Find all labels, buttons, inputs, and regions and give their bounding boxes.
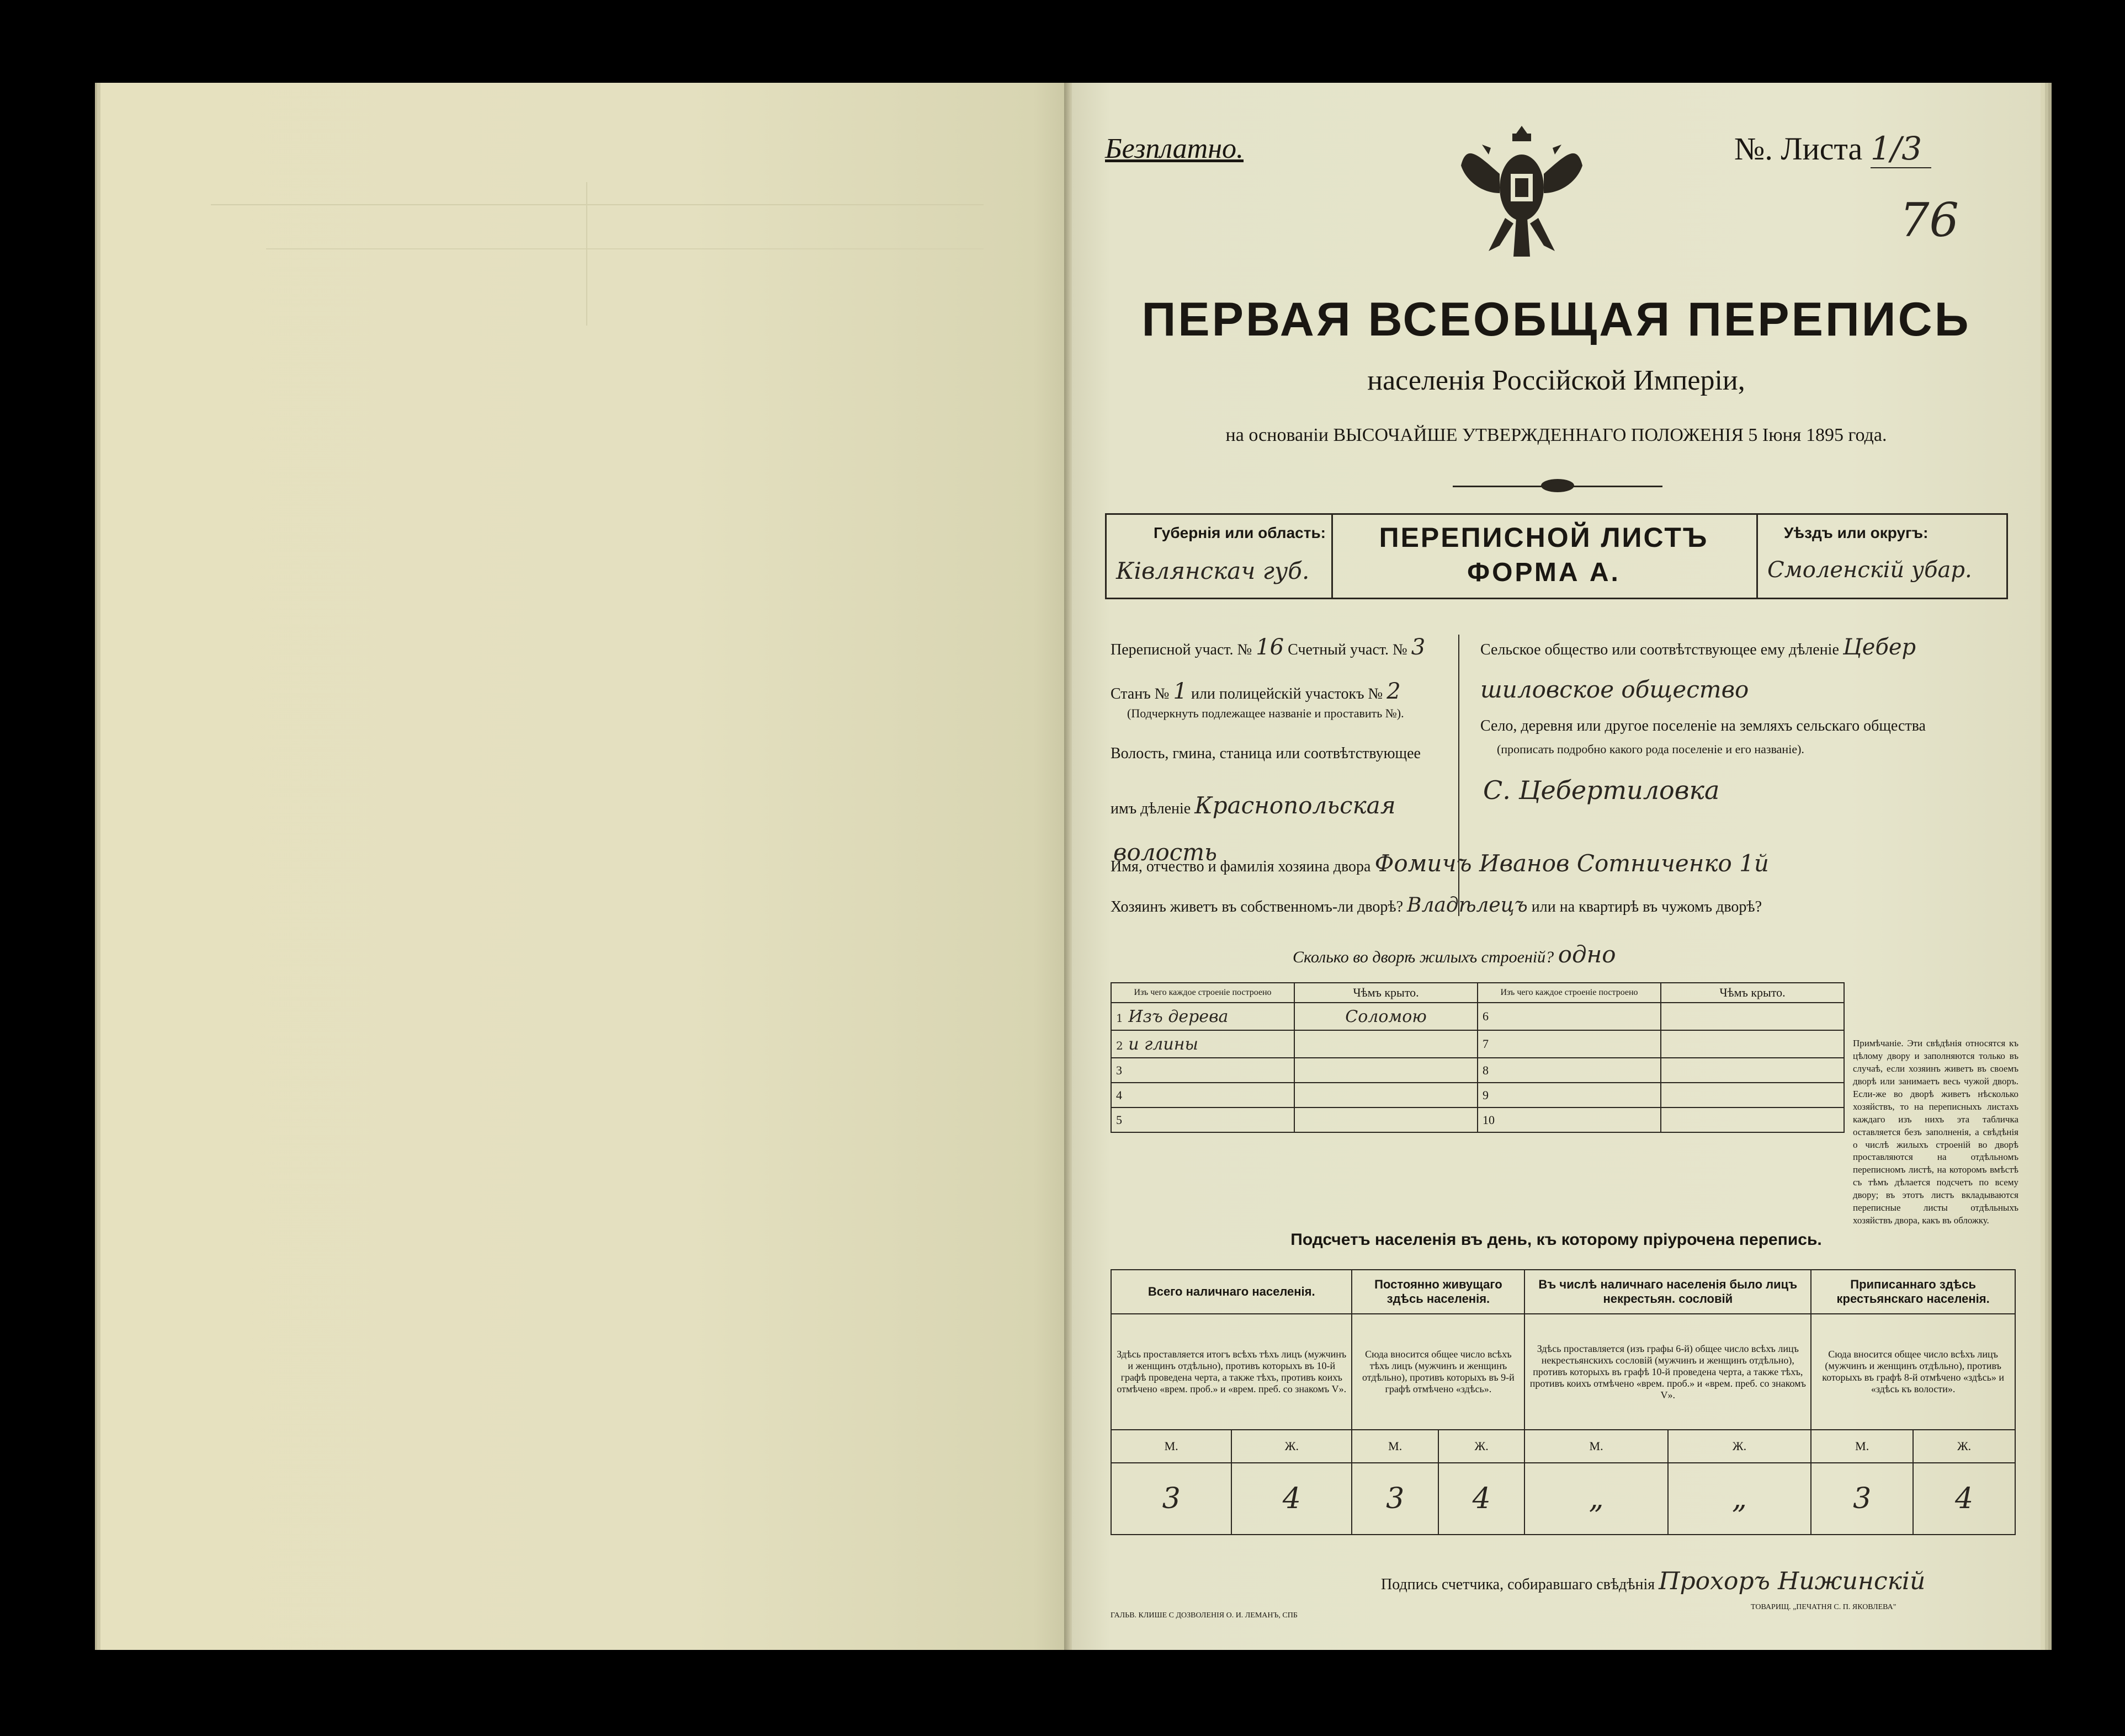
bt-col3: Изъ чего каждое строеніе построено	[1478, 983, 1661, 1003]
bt-col1: Изъ чего каждое строеніе построено	[1111, 983, 1294, 1003]
society-value-2: шиловское общество	[1480, 676, 1749, 703]
count-section-value: 3	[1411, 635, 1426, 660]
ct-val-3: 3	[1352, 1463, 1438, 1535]
owner-value: Фомичъ Иванов Сотниченко 1й	[1374, 850, 1769, 877]
ct-val-6: „	[1668, 1463, 1811, 1535]
owner-label: Имя, отчество и фамилія хозяина двора	[1111, 858, 1371, 875]
guberniya-label: Губернія или область:	[1153, 524, 1326, 541]
bt-material-1: Изъ дерева	[1128, 1007, 1229, 1026]
ct-val-7: 3	[1811, 1463, 1913, 1535]
ct-header-2: Постоянно живущаго здѣсь населенія.	[1352, 1270, 1524, 1314]
bt-col4: Чѣмъ крыто.	[1661, 983, 1844, 1003]
police-value: 2	[1386, 679, 1401, 704]
village-note: (прописать подробно какого рода поселеніе и его названіе).	[1497, 742, 1804, 756]
ct-val-4: 4	[1438, 1463, 1524, 1535]
lives-value: Владѣлецъ	[1407, 894, 1528, 917]
left-page	[100, 83, 1072, 1650]
printer-left: ГАЛЬВ. КЛИШЕ С ДОЗВОЛЕНІЯ О. И. ЛЕМАНЪ, СПБ	[1111, 1611, 1298, 1620]
buildings-value: одно	[1558, 941, 1616, 968]
volost-value-2: волость	[1113, 839, 1217, 866]
stan-value: 1	[1173, 679, 1187, 704]
police-label: или полицейскій участокъ №	[1191, 685, 1383, 702]
count-title: Подсчетъ населенія въ день, къ которому пріурочена перепись.	[1290, 1231, 1822, 1249]
census-basis: на основаніи ВЫСОЧАЙШЕ УТВЕРЖДЕННАГО ПОЛОЖЕНІЯ 5 Іюня 1895 года.	[1225, 425, 1887, 445]
buildings-note: Примѣчаніе. Эти свѣдѣнія относятся къ цѣлому двору и заполняются только въ случаѣ, если хозяинъ живетъ въ своемъ дворѣ или занимаетъ весь чужой дворъ. Если-же во дворѣ живетъ нѣсколько хозяйствъ, то на переписныхъ листахъ каждаго изъ нихъ эта табличка оставляется безъ заполненія, а свѣдѣнія о числѣ жилыхъ строеній во дворѣ проставляются на отдѣльномъ переписномъ листѣ, на которомъ вмѣстѣ съ тѣмъ дѣлается подсчетъ по всему двору; въ этотъ листъ вкладываются переписные листы отдѣльныхъ хозяйствъ двора, какъ въ обложку.	[1853, 1038, 2018, 1226]
page-number: 76	[1900, 193, 1959, 247]
ct-desc-3: Здѣсь проставляется (изъ графы 6-й) общее число всѣхъ лицъ некрестьянскихъ сословій (мужчинъ и женщинъ отдѣльно), противъ которыхъ въ графѣ 10-й проведена черта, а также тѣхъ, противъ коихъ отмѣчено «врем. проб.» и «врем. преб. со знакомъ V».	[1524, 1314, 1811, 1430]
volost-label: Волость, гмина, станица или соотвѣтствующее	[1111, 745, 1421, 762]
lives-label: Хозяинъ живетъ въ собственномъ-ли дворѣ?	[1111, 898, 1404, 915]
right-page	[1072, 83, 2041, 1650]
form-letter: ФОРМА А.	[1467, 558, 1621, 587]
uezd-value: Смоленскій убар.	[1767, 557, 1972, 583]
census-subtitle: населенія Россійской Имперіи,	[1367, 365, 1745, 396]
uezd-label: Уѣздъ или округъ:	[1784, 524, 1929, 541]
ct-desc-2: Сюда вносится общее число всѣхъ тѣхъ лицъ (мужчинъ и женщинъ отдѣльно), противъ которыхъ въ 9-й графѣ отмѣчено «здѣсь».	[1352, 1314, 1524, 1430]
sheet-number: 1/3	[1871, 130, 1931, 168]
volost-value: Краснопольская	[1194, 792, 1396, 819]
ct-val-8: 4	[1913, 1463, 2015, 1535]
ct-header-4: Приписаннаго здѣсь крестьянскаго населенія.	[1811, 1270, 2015, 1314]
ct-val-2: 4	[1231, 1463, 1352, 1535]
count-section-label: Счетный участ. №	[1288, 641, 1407, 658]
buildings-label: Сколько во дворѣ жилыхъ строеній?	[1293, 948, 1554, 966]
signature-label: Подпись счетчика, собиравшаго свѣдѣнія	[1381, 1576, 1655, 1593]
ct-val-5: „	[1524, 1463, 1667, 1535]
ct-val-1: 3	[1111, 1463, 1231, 1535]
count-table: Всего наличнаго населенія. Постоянно живущаго здѣсь населенія. Въ числѣ наличнаго населенія было лицъ некрестьян. сословій Приписаннаго здѣсь крестьянскаго населенія. Здѣсь проставляется итогъ всѣхъ тѣхъ лицъ (мужчинъ и женщинъ отдѣльно), противъ которыхъ въ 10-й графѣ проведена черта, а также тѣхъ, противъ коихъ отмѣчено «врем. проб.» и «врем. преб. со знакомъ V». Сюда вносится общее число всѣхъ тѣхъ лицъ (мужчинъ и женщинъ отдѣльно), противъ которыхъ въ 9-й графѣ отмѣчено «здѣсь». Здѣсь проставляется (изъ графы 6-й) общее число всѣхъ лицъ некрестьянскихъ сословій (мужчинъ и женщинъ отдѣльно), противъ которыхъ въ графѣ 10-й проведена черта, а также тѣхъ, противъ коихъ отмѣчено «врем. проб.» и «врем. преб. со знакомъ V». Сюда вносится общее число всѣхъ лицъ (мужчинъ и женщинъ отдѣльно), противъ которыхъ въ графѣ 8-й отмѣчено «здѣсь» и «здѣсь къ волости». М. Ж. М. Ж. М. Ж. М. Ж. 3 4 3 4 „ „ 3 4	[1111, 1269, 2016, 1535]
census-title: ПЕРВАЯ ВСЕОБЩАЯ ПЕРЕПИСЬ	[1141, 293, 1971, 346]
volost-label-2: имъ дѣленіе	[1111, 800, 1191, 817]
form-title: ПЕРЕПИСНОЙ ЛИСТЪ	[1379, 522, 1709, 553]
underline-note: (Подчеркнуть подлежащее названіе и проставить №).	[1127, 706, 1404, 720]
bt-material-2: и глины	[1128, 1034, 1198, 1054]
ct-header-1: Всего наличнаго населенія.	[1111, 1270, 1352, 1314]
signature-value: Прохоръ Нижинскій	[1659, 1567, 1926, 1595]
guberniya-value: Ківлянскач губ.	[1116, 557, 1310, 584]
ct-header-3: Въ числѣ наличнаго населенія было лицъ некрестьян. сословій	[1524, 1270, 1811, 1314]
census-section-value: 16	[1256, 635, 1284, 660]
imperial-eagle-icon	[1455, 121, 1588, 270]
society-value: Цебер	[1842, 635, 1916, 660]
society-label: Сельское общество или соотвѣтствующее ему дѣленіе	[1480, 641, 1839, 658]
buildings-table: Изъ чего каждое строеніе построено Чѣмъ крыто. Изъ чего каждое строеніе построено Чѣмъ крыто. 1 Изъ дерева Соломою 6 2 и глины 7 3 8 4 9 5 10	[1111, 982, 1845, 1133]
free-label: Безплатно.	[1105, 133, 1244, 164]
lives-label-2: или на квартирѣ въ чужомъ дворѣ?	[1531, 898, 1762, 915]
ornament-center	[1541, 479, 1574, 492]
village-label: Село, деревня или другое поселеніе на земляхъ сельскаго общества	[1480, 717, 1926, 734]
bt-roof-1: Соломою	[1294, 1003, 1478, 1030]
census-section-label: Переписной участ. №	[1111, 641, 1252, 658]
ct-desc-1: Здѣсь проставляется итогъ всѣхъ тѣхъ лицъ (мужчинъ и женщинъ отдѣльно), противъ которыхъ въ 10-й графѣ проведена черта, а также тѣхъ, противъ коихъ отмѣчено «врем. проб.» и «врем. преб. со знакомъ V».	[1111, 1314, 1352, 1430]
ct-desc-4: Сюда вносится общее число всѣхъ лицъ (мужчинъ и женщинъ отдѣльно), противъ которыхъ въ графѣ 8-й отмѣчено «здѣсь» и «здѣсь къ волости».	[1811, 1314, 2015, 1430]
printer-right: ТОВАРИЩ. „ПЕЧАТНЯ С. П. ЯКОВЛЕВА"	[1751, 1603, 1896, 1611]
bt-col2: Чѣмъ крыто.	[1294, 983, 1478, 1003]
stan-label: Станъ №	[1111, 685, 1170, 702]
village-value: С. Цебертиловка	[1483, 775, 1720, 805]
sheet-label: №. Листа	[1734, 131, 1863, 167]
